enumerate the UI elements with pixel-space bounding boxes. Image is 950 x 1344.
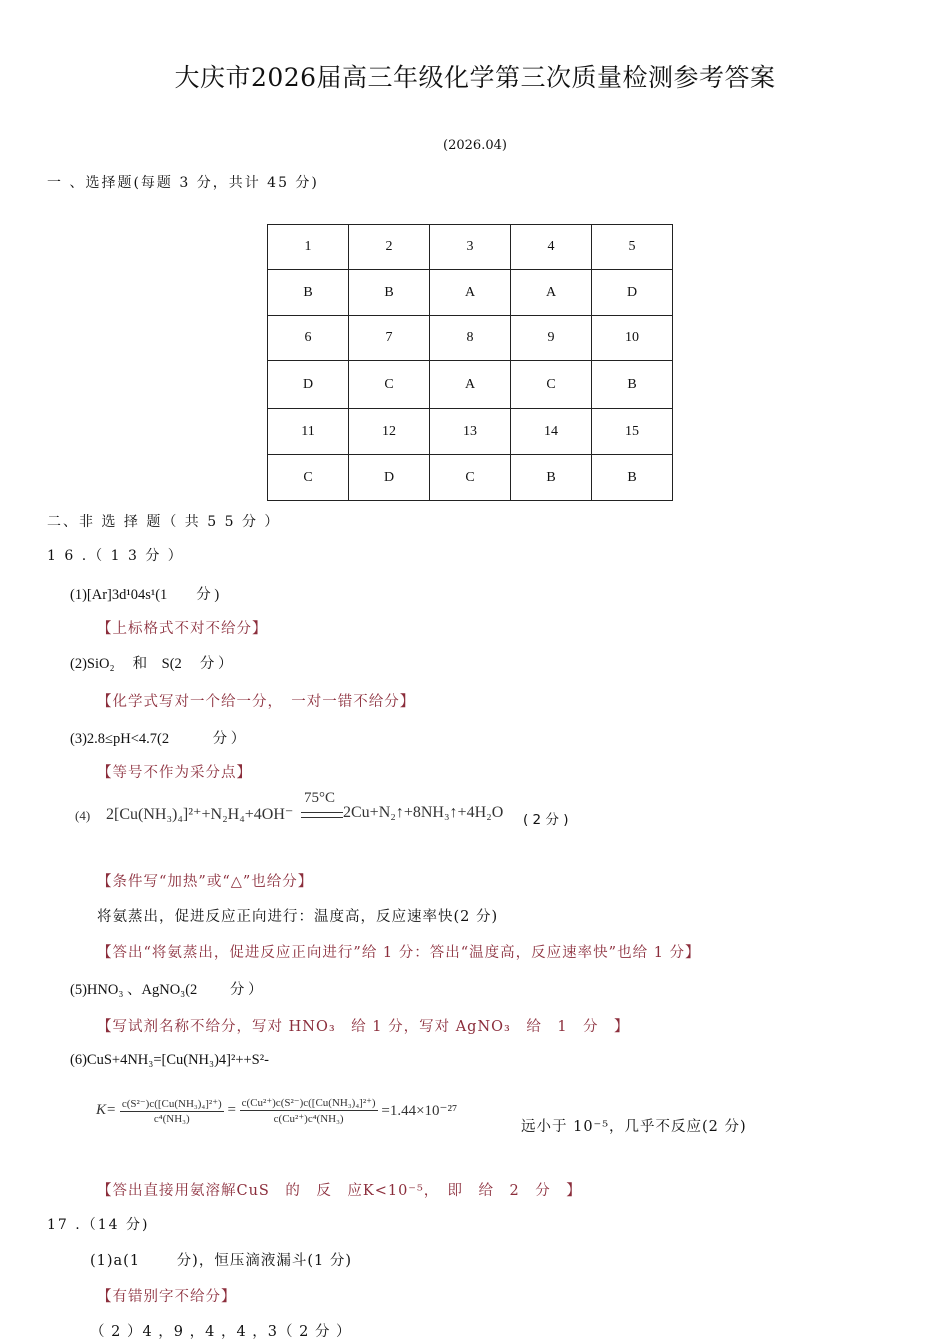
q16-note2: 【化学式写对一个给一分， 一对一错不给分】 — [97, 694, 416, 710]
table-cell: A — [511, 270, 592, 316]
q16-note4: 【条件写“加热”或“△”也给分】 — [97, 874, 314, 890]
table-cell: 7 — [349, 316, 430, 361]
q16-part4-label: (4) — [75, 808, 91, 823]
table-row — [268, 225, 673, 270]
document-title: 大庆市2026届高三年级化学第三次质量检测参考答案 — [174, 63, 776, 92]
k-fraction-1 — [120, 1097, 224, 1125]
k-expression — [96, 1096, 457, 1125]
table-cell: B — [349, 270, 430, 316]
table-cell: 8 — [430, 316, 511, 361]
table-cell: C — [430, 455, 511, 501]
table-cell: 12 — [349, 409, 430, 455]
table-cell: C — [268, 455, 349, 501]
table-cell: B — [592, 455, 673, 501]
q16-note5: 【写试剂名称不给分，写对 HNO₃ 给 1 分，写对 AgNO₃ 给 1 分 】 — [97, 1019, 630, 1035]
q16-part4-explanation: 将氨蒸出，促进反应正向进行：温度高，反应速率快(2 分) — [97, 909, 499, 925]
reaction-equation-left: 2[Cu(NH₃)₄]²⁺+N₂H₄+4OH⁻ — [106, 806, 294, 823]
table-cell: A — [430, 270, 511, 316]
table-row — [268, 361, 673, 409]
table-cell: D — [268, 361, 349, 409]
q16-part3: (3)2.8≤pH<4.7(2 分 ） — [70, 731, 246, 747]
q16-note3: 【等号不作为采分点】 — [97, 765, 252, 781]
k-conclusion: 远小于 10⁻⁵，几乎不反应(2 分) — [521, 1119, 747, 1135]
equation-double-line — [301, 812, 343, 818]
k-numerator-2: c(Cu²⁺)c(S²⁻)c([Cu(NH₃)₄]²⁺) — [241, 1097, 376, 1109]
section-2-heading: 二、非 选 择 题（ 共 5 5 分 ） — [47, 514, 281, 530]
table-cell: B — [592, 361, 673, 409]
table-row — [268, 455, 673, 501]
q17-part2: （ 2 ）4 ，9 ，4 ，4 ，3（ 2 分 ） — [90, 1324, 352, 1340]
table-cell: D — [592, 270, 673, 316]
k-label: K= — [96, 1102, 117, 1118]
q16-heading: 1 6 .（ 1 3 分 ） — [47, 548, 184, 564]
table-cell: C — [349, 361, 430, 409]
table-row — [268, 270, 673, 316]
k-value: =1.44×10⁻²⁷ — [381, 1103, 458, 1119]
table-cell: 9 — [511, 316, 592, 361]
k-fraction-2 — [240, 1096, 378, 1125]
q16-part5: (5)HNO₃ 、AgNO₃(2 分 ） — [70, 982, 263, 998]
k-denominator-1: c⁴(NH₃) — [153, 1112, 190, 1125]
table-cell: 14 — [511, 409, 592, 455]
q17-part1: (1)a(1 分)，恒压滴液漏斗(1 分) — [90, 1253, 352, 1269]
table-cell: 11 — [268, 409, 349, 455]
table-cell: 2 — [349, 225, 430, 270]
table-cell: 4 — [511, 225, 592, 270]
reaction-equation-right: 2Cu+N₂↑+8NH₃↑+4H₂O — [343, 804, 504, 821]
section-1-heading: 一 、选择题(每题 3 分，共计 45 分) — [47, 175, 319, 191]
table-cell: 15 — [592, 409, 673, 455]
q16-note6: 【答出直接用氨溶解CuS 的 反 应K<10⁻⁵， 即 给 2 分 】 — [97, 1183, 582, 1199]
q16-part4-score: ( 2 分 ) — [523, 812, 569, 828]
table-cell: 10 — [592, 316, 673, 361]
answer-table — [267, 224, 673, 501]
k-numerator-1: c(S²⁻)c([Cu(NH₃)₄]²⁺) — [121, 1097, 222, 1110]
q16-part2: (2)SiO₂ 和 S(2 分 ） — [70, 656, 233, 672]
q16-part6: (6)CuS+4NH₃=[Cu(NH₃)4]²++S²- — [70, 1052, 269, 1068]
table-cell: 5 — [592, 225, 673, 270]
table-cell: B — [511, 455, 592, 501]
table-cell: 13 — [430, 409, 511, 455]
q17-heading: 17 .（14 分) — [47, 1217, 150, 1233]
equals-sign: = — [227, 1102, 236, 1118]
document-date: (2026.04) — [443, 138, 507, 153]
table-cell: 6 — [268, 316, 349, 361]
table-cell: C — [511, 361, 592, 409]
table-cell: 1 — [268, 225, 349, 270]
k-denominator-2: c(Cu²⁺)c⁴(NH₃) — [273, 1113, 344, 1125]
q16-note1: 【上标格式不对不给分】 — [97, 621, 268, 637]
table-cell: B — [268, 270, 349, 316]
table-row — [268, 316, 673, 361]
table-row — [268, 409, 673, 455]
q16-part1: (1)[Ar]3d¹04s¹(1 分 ) — [70, 587, 220, 603]
table-cell: A — [430, 361, 511, 409]
table-cell: D — [349, 455, 430, 501]
reaction-condition: 75°C — [304, 790, 336, 806]
q17-note1: 【有错别字不给分】 — [97, 1289, 237, 1305]
q16-note4b: 【答出“将氨蒸出，促进反应正向进行”给 1 分：答出“温度高，反应速率快”也给 1 分】 — [97, 945, 701, 961]
table-cell: 3 — [430, 225, 511, 270]
